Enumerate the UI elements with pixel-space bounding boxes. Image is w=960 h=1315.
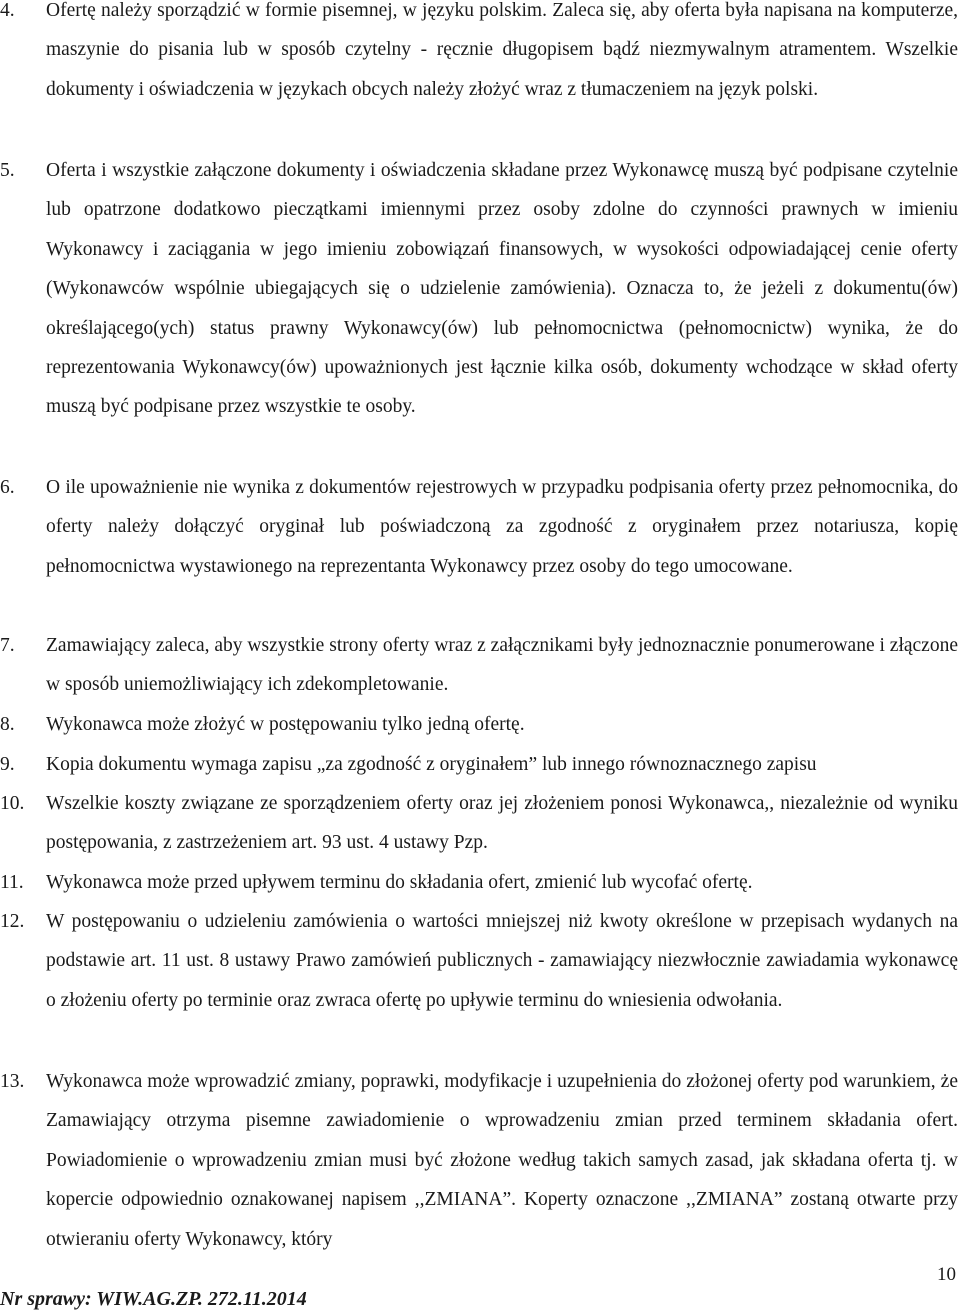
page-number: 10 xyxy=(937,1264,956,1285)
item-number: 9. xyxy=(0,754,15,775)
case-number-footer: Nr sprawy: WIW.AG.ZP. 272.11.2014 xyxy=(0,1288,307,1310)
item-number: 8. xyxy=(0,714,15,735)
item-number: 7. xyxy=(0,635,15,656)
item-number: 5. xyxy=(0,160,15,181)
item-text: Wykonawca może wprowadzić zmiany, poprawki, modyfikacje i uzupełnienia do złożonej oferty pod warunkiem, że Zamawiający otrzyma pisemne zawiadomienie o wprowadzeniu zmian przed terminem składania ofert. Powiadomienie o wprowadzeniu zmian musi być złożone według takich samych zasad, jak składana oferta tj. w kopercie odpowiednio oznakowanej napisem ,,ZMIANA”. Koperty oznaczone ,,ZMIANA” zostaną otwarte przy otwieraniu oferty Wykonawcy, który xyxy=(46,1071,958,1250)
item-number: 13. xyxy=(0,1071,25,1092)
item-text: Oferta i wszystkie załączone dokumenty i oświadczenia składane przez Wykonawcę muszą być podpisane czytelnie lub opatrzone dodatkowo pieczątkami imiennymi przez osoby zdolne do czynności prawnych w imieniu Wykonawcy i zaciągania w jego imieniu zobowiązań finansowych, w wysokości odpowiadającej cenie oferty (Wykonawców wspólnie ubiegających się o udzielenie zamówienia). Oznacza to, że jeżeli z dokumentu(ów) określającego(ych) status prawny Wykonawcy(ów) lub pełnomocnictwa (pełnomocnictw) wynika, że do reprezentowania Wykonawcy(ów) upoważnionych jest łącznie kilka osób, dokumenty wchodzące w skład oferty muszą być podpisane przez wszystkie te osoby. xyxy=(46,160,958,418)
item-text: O ile upoważnienie nie wynika z dokumentów rejestrowych w przypadku podpisania oferty przez pełnomocnika, do oferty należy dołączyć oryginał lub poświadczoną za zgodność z oryginałem przez notariusza, kopię pełnomocnictwa wystawionego na reprezentanta Wykonawcy przez osoby do tego umocowane. xyxy=(46,477,958,577)
item-number: 12. xyxy=(0,911,25,932)
item-number: 6. xyxy=(0,477,15,498)
item-text: Wykonawca może przed upływem terminu do składania ofert, zmienić lub wycofać ofertę. xyxy=(46,872,753,893)
item-text: W postępowaniu o udzieleniu zamówienia o wartości mniejszej niż kwoty określone w przepisach wydanych na podstawie art. 11 ust. 8 ustawy Prawo zamówień publicznych - zamawiający niezwłocznie zawiadamia wykonawcę o złożeniu oferty po terminie oraz zwraca ofertę po upływie terminu do wniesienia odwołania. xyxy=(46,911,958,1011)
item-text: Ofertę należy sporządzić w formie pisemnej, w języku polskim. Zaleca się, aby oferta była napisana na komputerze, maszynie do pisania lub w sposób czytelny - ręcznie długopisem bądź niezmywalnym atramentem. Wszelkie dokumenty i oświadczenia w językach obcych należy złożyć wraz z tłumaczeniem na język polski. xyxy=(46,0,958,100)
item-number: 4. xyxy=(0,0,15,21)
item-text: Wykonawca może złożyć w postępowaniu tylko jedną ofertę. xyxy=(46,714,525,735)
item-text: Zamawiający zaleca, aby wszystkie strony oferty wraz z załącznikami były jednoznacznie ponumerowane i złączone w sposób uniemożliwiający ich zdekompletowanie. xyxy=(46,635,958,696)
item-number: 10. xyxy=(0,793,25,814)
item-text: Wszelkie koszty związane ze sporządzeniem oferty oraz jej złożeniem ponosi Wykonawca,, niezależnie od wyniku postępowania, z zastrzeżeniem art. 93 ust. 4 ustawy Pzp. xyxy=(46,793,958,854)
item-text: Kopia dokumentu wymaga zapisu „za zgodność z oryginałem” lub innego równoznacznego zapisu xyxy=(46,754,817,775)
item-number: 11. xyxy=(0,872,24,893)
